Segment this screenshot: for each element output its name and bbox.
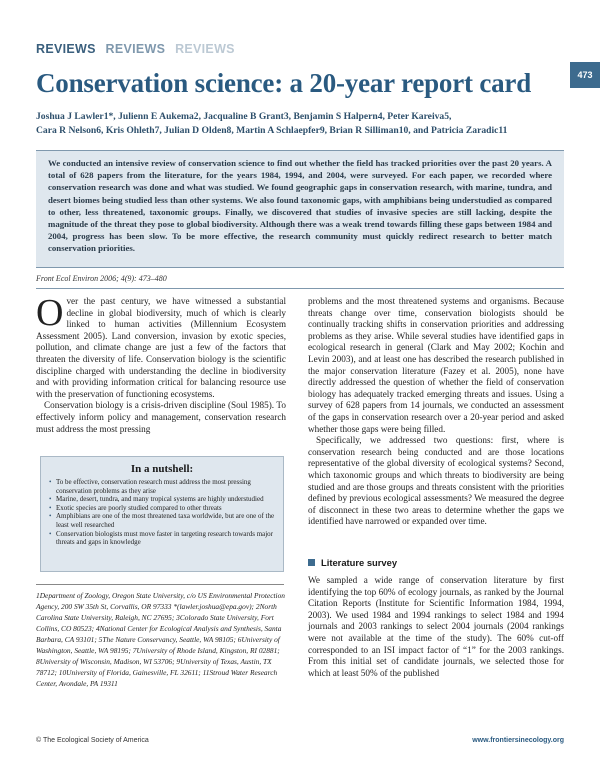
nutshell-list [49, 478, 275, 547]
page-number: 473 [570, 62, 600, 88]
section-label [36, 42, 241, 56]
list-item: • To be effective, conservation research must address the most pressing conservation problems as they arise [49, 478, 275, 495]
author-list [36, 110, 566, 138]
body-paragraph-2: Specifically, we addressed two questions: first, where is conservation research being conducted and are those locations representative of the global diversity of ecological systems? Second, which taxonomic groups and which threats to biodiversity are being studied and are those groups and threats consistent with the priorities defined by previous ecological assessments? We measured the degree of disconnect in these two areas to determine whether the gaps we identified have narrowed or expanded over time. [308, 435, 564, 527]
footer-url[interactable]: www.frontiersinecology.org [472, 737, 564, 744]
intro-paragraph-1: ver the past century, we have witnessed a substantial decline in global biodiversity, much of which is clearly linked to human activities (Millennium Ecosystem Assessment 2005). Land conversion, invasion by exotic species, pollution, and climate change are just a few of the factors that threaten the diversity of life. Conservation biology is the scientific discipline charged with understanding the decline in biodiversity and with providing information critical for balancing resource use with the preservation of functioning ecosystems. [36, 296, 286, 399]
intro-paragraph-2: Conservation biology is a crisis-driven discipline (Soul 1985). To effectively inform policy and management, conservation research must address the most pressing [36, 400, 286, 434]
section-marker-icon [308, 559, 315, 566]
author-line-1: Joshua J Lawler1*, Julienn E Aukema2, Jacqualine B Grant3, Benjamin S Halpern4, Peter Kareiva5, [36, 111, 452, 122]
section-heading-text: Literature survey [321, 557, 398, 568]
list-item: • Marine, desert, tundra, and many tropical systems are highly understudied [49, 495, 275, 504]
body-paragraph-3: We sampled a wide range of conservation literature by first identifying the top 60% of ecology journals, as ranked by the Journal Citation Reports (Institute for Scientific Information 1984, 1994, 2003). We used 1984 and 1994 rankings to select 1984 and 1994 journals and 2003 rankings to select 2004 journals (2004 rankings were not available at the time of the study). The 60% cut-off corresponded to an ISI impact factor of “1” for the 2003 rankings. From this initial set of candidate journals, we selected those for which at least 50% of the published [308, 575, 564, 678]
right-column [308, 296, 564, 528]
reviews-label-2: REVIEWS [105, 42, 166, 56]
reviews-label-1: REVIEWS [36, 42, 96, 56]
article-title: Conservation science: a 20-year report card [36, 68, 532, 98]
reviews-label-3: REVIEWS [175, 42, 235, 56]
abstract-box [36, 150, 564, 268]
footer-copyright: © The Ecological Society of America [36, 737, 149, 744]
author-affiliations: 1Department of Zoology, Oregon State University, c/o US Environmental Protection Agency, 200 SW 35th St, Corvallis, OR 97333 *(lawler.joshua@epa.gov); 2North Carolina State University, Raleigh, NC 27695; 3Colorado State University, Fort Collins, CO 80523; 4National Center for Ecological Analysis and Synthesis, Santa Barbara, CA 93101; 5The Nature Conservancy, Seattle, WA 98105; 6University of Washington, Seattle, WA 98195; 7University of Rhode Island, Kingston, RI 02881; 8University of Wisconsin, Madison, WI 53706; 9University of Texas, Austin, TX 78712; 10University of Florida, Gainesville, FL 32611; 11Stroud Water Research Center, Avondale, PA 19311 [36, 591, 285, 688]
list-item: • Amphibians are one of the most threatened taxa worldwide, but are one of the least well researched [49, 512, 275, 529]
divider [36, 288, 564, 289]
right-column-lower [308, 575, 564, 679]
left-column [36, 292, 286, 435]
nutshell-title: In a nutshell: [130, 463, 194, 475]
section-heading [308, 557, 397, 568]
abstract-text: We conducted an intensive review of conservation science to find out whether the field has tracked priorities over the past 20 years. A total of 628 papers from the literature, for the years 1984, 1994, and 2004, were surveyed. For each paper, we recorded where conservation research was done and what was studied. We found geographic gaps in conservation research, with marine, tundra, and desert biomes being studied less than other systems. We also found taxonomic gaps, with amphibians being understudied as compared to other, less threatened, taxonomic groups. Finally, we discovered that studies of invasive species are still lacking, despite the magnitude of the threat they pose to global biodiversity. Although there was a weak trend towards filling these gaps between 1984 and 2004, progress has been slow. To be more effective, the research community must quickly redirect research to better match conservation priorities. [48, 158, 552, 254]
drop-cap: O [36, 292, 64, 334]
body-paragraph-1: problems and the most threatened systems and organisms. Because threats change over time, conservation biologists should be continually tracking shifts in conservation priorities and addressing problems as they arise. While several studies have identified gaps in ecological research in general (Clark and May 2002; Kochin and Levin 2003), and at least one has described the research published in the major conservation literature (Fazey et al. 2005), none have directly addressed the question of whether the field of conservation biology has adequately tracked emerging threats and issues. Using a survey of 628 papers from 14 journals, we conducted an assessment of the gaps in conservation research over a 20-year period and asked whether those gaps were being filled. [308, 296, 564, 434]
divider [36, 584, 284, 585]
author-line-2: Cara R Nelson6, Kris Ohleth7, Julian D Olden8, Martin A Schlaepfer9, Brian R Silliman10, and Patricia Zaradic11 [36, 125, 508, 136]
list-item: • Exotic species are poorly studied compared to other threats [49, 504, 275, 513]
list-item: • Conservation biologists must move faster in targeting research towards major threats and gaps in knowledge [49, 530, 275, 547]
nutshell-box [40, 456, 284, 572]
journal-citation: Front Ecol Environ 2006; 4(9): 473–480 [36, 274, 167, 283]
